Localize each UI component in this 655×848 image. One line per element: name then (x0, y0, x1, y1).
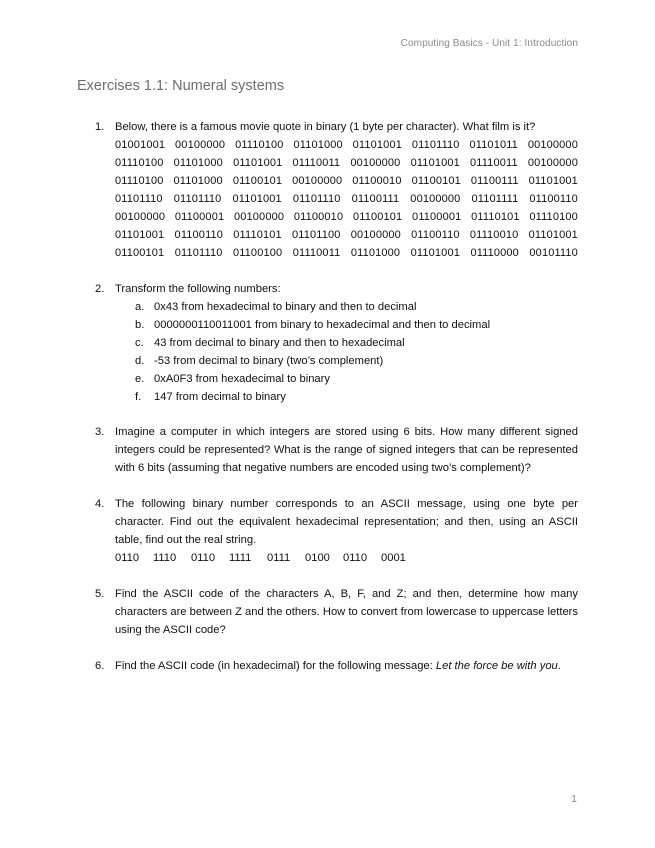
exercise-number: 1. (95, 121, 105, 133)
binary-line (115, 154, 578, 172)
binary-byte: 01101001 (410, 247, 460, 259)
exercise-text: Find the ASCII code of the characters A, B, F, and Z; and then, determine how many characters are between Z and the others. How to convert from lowercase to uppercase letters using the ASCII code? (115, 588, 578, 636)
sub-list (115, 298, 578, 406)
binary-byte: 00100000 (350, 157, 401, 169)
binary-byte: 01101001 (528, 175, 578, 187)
binary-byte: 01110011 (292, 247, 341, 259)
binary-byte: 01101110 (173, 193, 222, 205)
exercise-number: 4. (95, 498, 105, 510)
nibble: 0110 (191, 552, 216, 564)
exercise-6 (95, 657, 578, 675)
exercise-1 (95, 118, 578, 262)
binary-byte: 01101001 (528, 229, 578, 241)
sub-item-letter: b. (135, 319, 145, 331)
exercise-number: 2. (95, 283, 105, 295)
binary-line (115, 226, 578, 244)
exercise-text: Transform the following numbers: (115, 283, 281, 295)
binary-byte: 00100000 (175, 139, 226, 151)
binary-byte: 01100101 (115, 247, 165, 259)
binary-byte: 01110011 (292, 157, 341, 169)
binary-byte: 01101001 (232, 193, 282, 205)
page-header: Computing Basics - Unit 1: Introduction (400, 38, 578, 49)
sub-item-text: 0x43 from hexadecimal to binary and then to decimal (154, 301, 417, 313)
binary-line (115, 172, 578, 190)
exercise-text-end: . (557, 660, 561, 672)
binary-byte: 01100100 (232, 247, 283, 259)
binary-byte: 01001001 (115, 139, 166, 151)
exercise-text: Imagine a computer in which integers are stored using 6 bits. How many different signed integers could be represented? What is the range of signed integers that can be represented with 6 bits (assuming that negative numbers are encoded using two’s complement)? (115, 426, 578, 474)
binary-byte: 01100101 (352, 211, 403, 223)
sub-item-letter: a. (135, 301, 145, 313)
binary-byte: 01101001 (352, 139, 402, 151)
binary-byte: 01100101 (232, 175, 283, 187)
binary-byte: 01101000 (173, 175, 223, 187)
binary-byte: 01110011 (470, 157, 518, 169)
binary-byte: 01100010 (293, 211, 344, 223)
sub-item-letter: f. (135, 391, 142, 403)
exercise-text: The following binary number corresponds to an ASCII message, using one byte per character. Find out the equivalent hexadecimal representation; and then, using an ASCII table, find out the real string. (115, 498, 578, 546)
binary-byte: 00101110 (529, 247, 578, 259)
sub-item-text: -53 from decimal to binary (two’s complement) (154, 355, 384, 367)
nibble: 0110 (115, 552, 140, 564)
binary-byte: 01101100 (292, 229, 341, 241)
section-title: Exercises 1.1: Numeral systems (77, 78, 285, 94)
exercise-text-quote: Let the force be with you (435, 660, 558, 672)
binary-byte: 01101110 (174, 247, 223, 259)
exercise-5 (95, 585, 578, 639)
nibble: 0111 (267, 552, 291, 564)
exercise-4 (95, 495, 578, 567)
page-number: 1 (571, 793, 577, 805)
binary-byte: 00100000 (350, 229, 401, 241)
binary-byte: 01100110 (529, 193, 578, 205)
binary-byte: 00100000 (292, 175, 343, 187)
binary-line (115, 136, 578, 154)
sub-item-e (115, 370, 578, 388)
sub-item-f (115, 388, 578, 406)
nibble-sequence (115, 549, 578, 567)
sub-item-d (115, 352, 578, 370)
binary-byte: 01110000 (470, 247, 519, 259)
exercise-text-main: Find the ASCII code (in hexadecimal) for the following message: (115, 660, 436, 672)
binary-line (115, 208, 578, 226)
exercise-text (115, 657, 578, 675)
nibble: 1111 (229, 552, 252, 564)
sub-item-letter: c. (135, 337, 144, 349)
binary-line (115, 190, 578, 208)
binary-byte: 01110100 (115, 175, 164, 187)
exercise-number: 3. (95, 426, 105, 438)
binary-byte: 01100101 (411, 175, 461, 187)
binary-byte: 01100111 (470, 175, 519, 187)
binary-byte: 01110100 (115, 157, 164, 169)
binary-block (115, 136, 578, 262)
binary-byte: 01101110 (411, 139, 460, 151)
exercise-text: Below, there is a famous movie quote in binary (1 byte per character). What film is it? (115, 121, 536, 133)
binary-byte: 01100110 (174, 229, 224, 241)
binary-byte: 01110100 (529, 211, 578, 223)
binary-byte: 01101000 (350, 247, 401, 259)
exercise-2 (95, 280, 578, 406)
binary-line (115, 244, 578, 262)
binary-byte: 00100000 (410, 193, 461, 205)
binary-byte: 01110101 (233, 229, 282, 241)
exercise-number: 5. (95, 588, 105, 600)
exercise-3 (95, 423, 578, 477)
binary-byte: 01101111 (471, 193, 519, 205)
binary-byte: 01110100 (235, 139, 284, 151)
binary-byte: 00100000 (527, 139, 578, 151)
binary-byte: 01101110 (115, 193, 163, 205)
nibble: 0001 (381, 552, 406, 564)
binary-byte: 01101011 (469, 139, 518, 151)
binary-byte: 01100010 (352, 175, 402, 187)
binary-byte: 01100001 (174, 211, 225, 223)
sub-item-text: 0000000110011001 from binary to hexadecimal and then to decimal (154, 319, 491, 331)
sub-item-b (115, 316, 578, 334)
nibble: 1110 (153, 552, 177, 564)
binary-byte: 01101110 (292, 193, 341, 205)
sub-item-letter: d. (135, 355, 145, 367)
binary-byte: 00100000 (527, 157, 578, 169)
sub-item-text: 43 from decimal to binary and then to hexadecimal (154, 337, 405, 349)
exercise-list (95, 118, 578, 675)
binary-byte: 00100000 (115, 211, 166, 223)
nibble: 0110 (343, 552, 368, 564)
binary-byte: 00100000 (233, 211, 285, 223)
binary-byte: 01101001 (115, 229, 165, 241)
binary-byte: 01101001 (233, 157, 283, 169)
sub-item-c (115, 334, 578, 352)
nibble: 0100 (305, 552, 330, 564)
binary-byte: 01110101 (471, 211, 520, 223)
sub-item-letter: e. (135, 373, 145, 385)
binary-byte: 01101000 (293, 139, 343, 151)
binary-byte: 01100111 (351, 193, 400, 205)
binary-byte: 01100110 (411, 229, 460, 241)
binary-byte: 01101001 (410, 157, 460, 169)
exercise-number: 6. (95, 660, 105, 672)
binary-byte: 01110010 (469, 229, 519, 241)
sub-item-text: 147 from decimal to binary (154, 391, 286, 403)
binary-byte: 01100001 (412, 211, 462, 223)
binary-byte: 01101000 (173, 157, 223, 169)
sub-item-a (115, 298, 578, 316)
sub-item-text: 0xA0F3 from hexadecimal to binary (154, 373, 330, 385)
